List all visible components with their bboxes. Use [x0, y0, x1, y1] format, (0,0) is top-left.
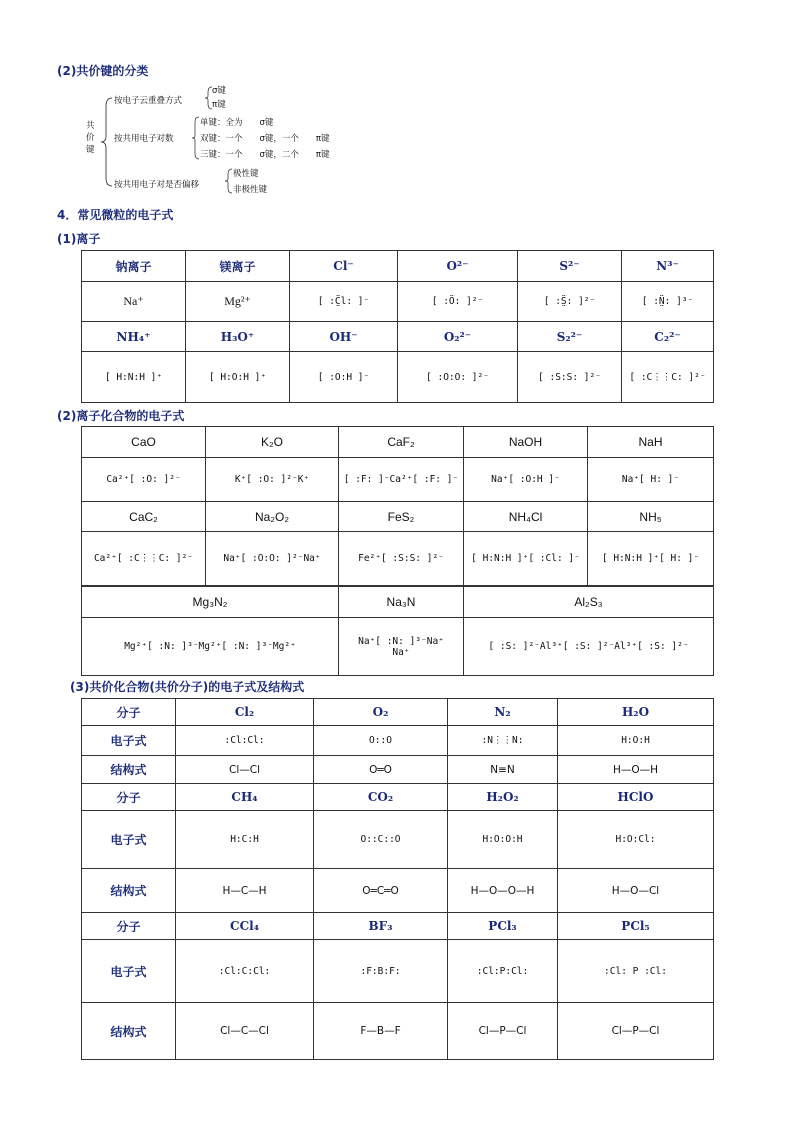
label-electron-formula: 电子式 [82, 726, 176, 756]
molecule-name: PCl₅ [558, 913, 714, 940]
ionic-electron-formula: [ H:N:H ]⁺[ :Cl: ]⁻ [464, 532, 588, 586]
ionic-compound-name: Mg₃N₂ [82, 587, 339, 618]
molecule-electron-formula: :F:B:F: [314, 940, 448, 1003]
ion-head: O²⁻ [398, 251, 518, 282]
ionic-electron-formula: [ H:N:H ]⁺[ H: ]⁻ [588, 532, 714, 586]
tree-item-polar: 极性键 [233, 169, 259, 179]
molecule-structural-formula: O═C═O [314, 869, 448, 913]
ion-head: NH₄⁺ [82, 322, 186, 352]
ion-electron-formula: [ H:O:H ]⁺ [186, 352, 290, 403]
ion-head: 镁离子 [186, 251, 290, 282]
molecule-name: H₂O [558, 699, 714, 726]
ionic-electron-formula: Na⁺[ :O:H ]⁻ [464, 458, 588, 502]
ionic-compound-name: Al₂S₃ [464, 587, 714, 618]
ion-head: OH⁻ [290, 322, 398, 352]
ionic-electron-formula: [ :S: ]²⁻Al³⁺[ :S: ]²⁻Al³⁺[ :S: ]²⁻ [464, 618, 714, 676]
subsection-title-ions: (1)离子 [57, 232, 101, 246]
ion-head: S²⁻ [518, 251, 622, 282]
label-structural-formula: 结构式 [82, 1003, 176, 1060]
molecule-electron-formula: O::C::O [314, 811, 448, 869]
ionic-compound-name: CaO [82, 427, 206, 458]
molecule-structural-formula: Cl—Cl [176, 756, 314, 784]
molecule-electron-formula: H:O:O:H [448, 811, 558, 869]
ion-electron-formula: [ H:N:H ]⁺ [82, 352, 186, 403]
molecule-name: CCl₄ [176, 913, 314, 940]
ion-head: O₂²⁻ [398, 322, 518, 352]
tree-brace-pair-count [192, 116, 200, 160]
tree-brace-polarity [225, 168, 233, 194]
covalent-table [81, 698, 714, 1060]
ionic-electron-formula: Fe²⁺[ :S:S: ]²⁻ [339, 532, 464, 586]
label-electron-formula: 电子式 [82, 940, 176, 1003]
ionic-compound-name: NH₅ [588, 502, 714, 532]
ionic-electron-formula: Mg²⁺[ :N: ]³⁻Mg²⁺[ :N: ]³⁻Mg²⁺ [82, 618, 339, 676]
molecule-structural-formula: H—C—H [176, 869, 314, 913]
molecule-electron-formula: H:O:H [558, 726, 714, 756]
molecule-electron-formula: :Cl:P:Cl: [448, 940, 558, 1003]
molecule-structural-formula: Cl—P—Cl [448, 1003, 558, 1060]
ion-electron-formula: [ :S̤̈: ]²⁻ [518, 282, 622, 322]
ion-head: 钠离子 [82, 251, 186, 282]
ionic-compound-name: FeS₂ [339, 502, 464, 532]
molecule-structural-formula: F—B—F [314, 1003, 448, 1060]
label-molecule: 分子 [82, 784, 176, 811]
subsection-title-covalent: (3)共价化合物(共价分子)的电子式及结构式 [70, 680, 305, 694]
tree-item-pi: π键 [212, 100, 226, 110]
ions-table [81, 250, 714, 403]
tree-root: 共价键 [86, 121, 95, 155]
label-molecule: 分子 [82, 699, 176, 726]
molecule-name: H₂O₂ [448, 784, 558, 811]
tree-item-triple: 三键：一个 σ键，二个 π键 [200, 150, 330, 160]
molecule-electron-formula: :N⋮⋮N: [448, 726, 558, 756]
molecule-name: BF₃ [314, 913, 448, 940]
ionic-electron-formula: Na⁺[ :O:O: ]²⁻Na⁺ [206, 532, 339, 586]
molecule-structural-formula: O═O [314, 756, 448, 784]
tree-item-single: 单键：全为 σ键 [200, 118, 274, 128]
molecule-structural-formula: H—O—Cl [558, 869, 714, 913]
molecule-structural-formula: Cl—P—Cl [558, 1003, 714, 1060]
ion-electron-formula: [ :Ö: ]²⁻ [398, 282, 518, 322]
ion-head: C₂²⁻ [622, 322, 714, 352]
molecule-name: Cl₂ [176, 699, 314, 726]
section-title-bond-classification: (2)共价键的分类 [57, 64, 149, 78]
ionic-compound-name: NaH [588, 427, 714, 458]
ionic-compound-name: NH₄Cl [464, 502, 588, 532]
ionic-compound-name: NaOH [464, 427, 588, 458]
tree-branch-overlap: 按电子云重叠方式 [114, 96, 183, 106]
ionic-compounds-table-row3 [81, 586, 714, 676]
na3n-formula-line: Na⁺[ :N: ]³⁻Na⁺ [358, 635, 444, 647]
molecule-name: PCl₃ [448, 913, 558, 940]
ion-electron-formula: [ :O:H ]⁻ [290, 352, 398, 403]
subsection-title-ionic-compounds: (2)离子化合物的电子式 [57, 409, 185, 423]
molecule-name: N₂ [448, 699, 558, 726]
tree-root-brace [100, 96, 114, 188]
molecule-structural-formula: H—O—H [558, 756, 714, 784]
ionic-electron-formula: K⁺[ :O: ]²⁻K⁺ [206, 458, 339, 502]
tree-item-sigma: σ键 [212, 86, 226, 96]
section-title-electron-formulas: 4．常见微粒的电子式 [57, 208, 174, 222]
ionic-compound-name: CaF₂ [339, 427, 464, 458]
molecule-structural-formula: H—O—O—H [448, 869, 558, 913]
ion-electron-formula: [ :C̤̈l: ]⁻ [290, 282, 398, 322]
ionic-electron-formula: Na⁺[ H: ]⁻ [588, 458, 714, 502]
molecule-electron-formula: :Cl:C:Cl: [176, 940, 314, 1003]
molecule-name: HClO [558, 784, 714, 811]
molecule-structural-formula: Cl—C—Cl [176, 1003, 314, 1060]
label-electron-formula: 电子式 [82, 811, 176, 869]
ionic-compound-name: Na₃N [339, 587, 464, 618]
ionic-electron-formula: Ca²⁺[ :C⋮⋮C: ]²⁻ [82, 532, 206, 586]
tree-item-double: 双键：一个 σ键，一个 π键 [200, 134, 330, 144]
ionic-electron-formula: [ :F: ]⁻Ca²⁺[ :F: ]⁻ [339, 458, 464, 502]
ion-head: H₃O⁺ [186, 322, 290, 352]
na3n-extra-sodium: Na⁺ [392, 646, 410, 658]
molecule-name: CO₂ [314, 784, 448, 811]
ionic-compound-name: K₂O [206, 427, 339, 458]
label-molecule: 分子 [82, 913, 176, 940]
ionic-electron-formula-na3n [339, 618, 464, 676]
ion-electron-formula: [ :O:O: ]²⁻ [398, 352, 518, 403]
molecule-electron-formula: H:C:H [176, 811, 314, 869]
ionic-compound-name: CaC₂ [82, 502, 206, 532]
label-structural-formula: 结构式 [82, 869, 176, 913]
molecule-name: CH₄ [176, 784, 314, 811]
ion-head: N³⁻ [622, 251, 714, 282]
ion-electron-formula: Mg²⁺ [186, 282, 290, 322]
tree-item-nonpolar: 非极性键 [233, 185, 268, 195]
ion-electron-formula: [ :N̤̈: ]³⁻ [622, 282, 714, 322]
ion-head: S₂²⁻ [518, 322, 622, 352]
ionic-compounds-table [81, 426, 714, 586]
molecule-electron-formula: :Cl: P :Cl: [558, 940, 714, 1003]
molecule-electron-formula: :Cl:Cl: [176, 726, 314, 756]
ion-electron-formula: [ :C⋮⋮C: ]²⁻ [622, 352, 714, 403]
tree-branch-pair-count: 按共用电子对数 [114, 134, 174, 144]
molecule-electron-formula: O::O [314, 726, 448, 756]
ionic-electron-formula: Ca²⁺[ :O: ]²⁻ [82, 458, 206, 502]
ionic-compound-name: Na₂O₂ [206, 502, 339, 532]
label-structural-formula: 结构式 [82, 756, 176, 784]
molecule-name: O₂ [314, 699, 448, 726]
ion-head: Cl⁻ [290, 251, 398, 282]
tree-branch-polarity: 按共用电子对是否偏移 [114, 180, 200, 190]
molecule-electron-formula: H:O:Cl: [558, 811, 714, 869]
ion-electron-formula: [ :S:S: ]²⁻ [518, 352, 622, 403]
molecule-structural-formula: N≡N [448, 756, 558, 784]
ion-electron-formula: Na⁺ [82, 282, 186, 322]
